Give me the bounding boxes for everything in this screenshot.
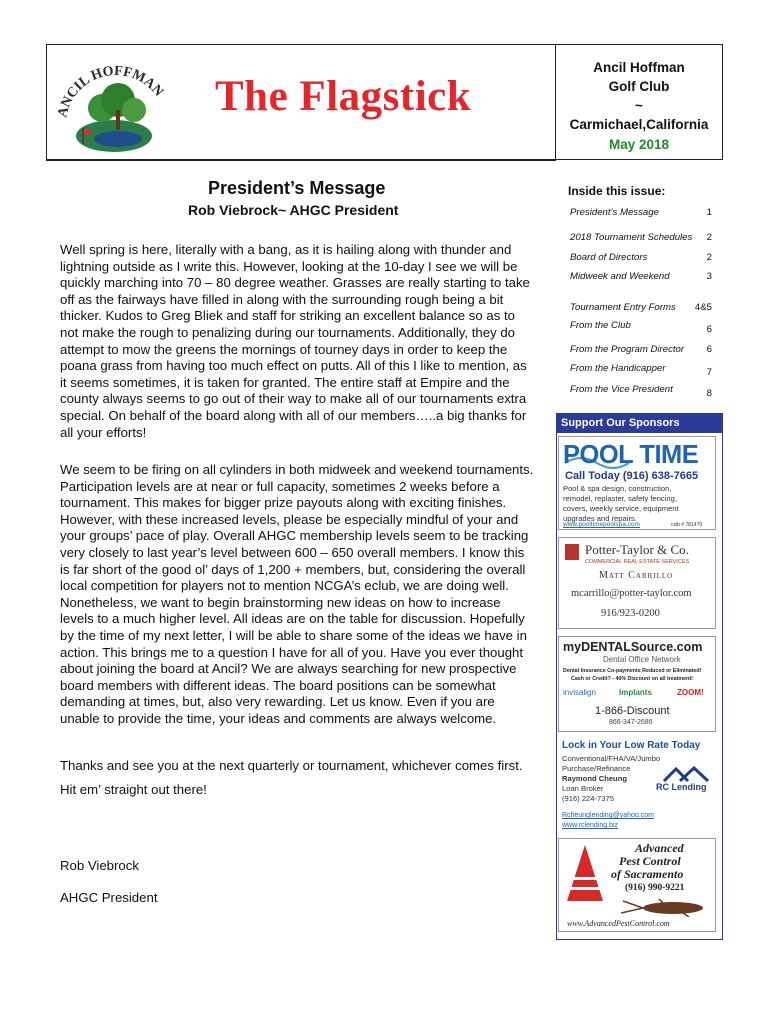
- pest-phone: (916) 990-9221: [625, 883, 685, 893]
- dental-line1: Dental Insurance Co-payments Reduced or Eliminated!: [563, 668, 702, 674]
- pest-name-3: of Sacramento: [611, 867, 684, 881]
- potter-taylor-email[interactable]: mcarrillo@potter-taylor.com: [571, 588, 692, 599]
- dental-brand-invisalign: invisalign: [563, 688, 596, 697]
- toc-label: From the Handicapper: [570, 363, 666, 374]
- pool-time-line2: remodel, replaster, safety fencing,: [563, 494, 677, 503]
- dental-brand-implants: Implants: [619, 688, 652, 697]
- ad-rc-lending[interactable]: [558, 738, 716, 832]
- toc-item[interactable]: [570, 232, 712, 243]
- toc-label: From the Program Director: [570, 344, 685, 355]
- ad-pool-time[interactable]: [558, 436, 716, 530]
- rc-line1: Conventional/FHA/VA/Jumbo: [562, 754, 661, 763]
- ad-advanced-pest-control[interactable]: [558, 838, 716, 932]
- pool-time-line1: Pool & spa design, construction,: [563, 484, 672, 493]
- dental-brand-zoom: ZOOM!: [677, 688, 704, 697]
- toc-item[interactable]: [570, 252, 712, 263]
- rc-brand: RC Lending: [656, 782, 707, 792]
- paragraph-3: Thanks and see you at the next quarterly or tournament, whichever comes first.: [60, 758, 523, 773]
- toc-item[interactable]: [570, 302, 712, 313]
- toc-label: From the Club: [570, 320, 631, 331]
- toc-page: 6: [706, 324, 712, 335]
- article-title: President’s Message: [208, 178, 386, 198]
- toc-label: From the Vice President: [570, 384, 673, 395]
- club-name-2: Golf Club: [608, 79, 670, 94]
- logo-text: ANCIL HOFFMAN: [55, 63, 166, 119]
- paragraph-1: Well spring is here, literally with a bang, as it is hailing along with thunder and lightning outside as I write this. However, looking at the 10-day I see we will be quickly marching into 70 – 80 degree weather. Grasses are really starting to take off as the fairways have filled in along with the surrounding rough being a bit thicker. Kudos to Greg Bliek and staff for striking an excellent balance so as to not make the rough to penalizing during our tournaments. Additionally, they do attempt to mow the greens the mornings of tourney days in order to keep the poana grass from having too much effect on putts. All of this I like to mention, as it seems sometimes, it is taken for granted. The entire staff at Empire and the county always seems to go out of their way to make all of our tournaments extra special. On behalf of the board along with all of our members…..a big thanks for all your efforts!: [60, 242, 530, 440]
- dental-line2: Cash or Credit? - 40% Discount on all treatment!: [571, 676, 693, 682]
- toc-item[interactable]: [570, 207, 712, 218]
- pest-name-1: Advanced: [635, 841, 684, 855]
- rc-email[interactable]: Rcheunglending@yahoo.com: [562, 812, 654, 819]
- toc-label: Tournament Entry Forms: [570, 302, 676, 313]
- toc-label: President’s Message: [570, 207, 659, 218]
- toc-page: 7: [706, 367, 712, 378]
- club-location: Carmichael,California: [569, 117, 709, 132]
- club-info: [556, 58, 722, 154]
- toc-heading: Inside this issue:: [568, 184, 666, 198]
- toc-page: 3: [706, 271, 712, 282]
- dental-name: myDENTALSource.com: [563, 640, 703, 654]
- rc-url[interactable]: www.rclending.biz: [562, 822, 619, 829]
- rc-house-icon: [662, 766, 712, 782]
- dental-phone-2: 866-347-2686: [609, 719, 653, 726]
- toc-page: 2: [706, 232, 712, 243]
- rc-phone: (916) 224-7375: [562, 794, 614, 803]
- pest-name-2: Pest Control: [619, 854, 681, 868]
- potter-taylor-contact: Matt Carrillo: [599, 570, 674, 581]
- pool-time-url[interactable]: www.pooltimepoolspa.com: [563, 521, 640, 528]
- toc-item[interactable]: [570, 320, 712, 335]
- potter-taylor-phone: 916/923-0200: [601, 608, 660, 619]
- signature-name: Rob Viebrock: [60, 858, 139, 873]
- potter-taylor-name: Potter-Taylor & Co.: [585, 542, 689, 557]
- toc-page: 2: [706, 252, 712, 263]
- toc-item[interactable]: [570, 271, 712, 282]
- toc-label: Midweek and Weekend: [570, 271, 670, 282]
- toc-page: 1: [706, 207, 712, 218]
- club-name: Ancil Hoffman: [593, 60, 685, 75]
- potter-taylor-tag: COMMERCIAL REAL ESTATE SERVICES: [585, 559, 690, 565]
- pest-url[interactable]: www.AdvancedPestControl.com: [567, 919, 670, 928]
- pest-logo-icon: [565, 843, 605, 903]
- cockroach-icon: [613, 899, 713, 917]
- pool-time-line4: upgrades and repairs.: [563, 514, 637, 523]
- ad-potter-taylor[interactable]: [558, 537, 716, 629]
- pool-time-license: cslb # 781470: [671, 522, 703, 528]
- rc-headline: Lock in Your Low Rate Today: [562, 740, 701, 751]
- potter-taylor-logo-icon: [565, 544, 579, 560]
- article-byline: Rob Viebrock~ AHGC President: [188, 202, 399, 218]
- toc-item[interactable]: [570, 344, 712, 355]
- ad-dental-source[interactable]: [558, 636, 716, 732]
- sponsors-heading: Support Our Sponsors: [557, 414, 722, 433]
- masthead-rule: [46, 159, 556, 161]
- issue-date: May 2018: [608, 137, 670, 152]
- toc-page: 8: [706, 388, 712, 399]
- paragraph-2: We seem to be firing on all cylinders in both midweek and weekend tournaments. Participation levels are at near or full capacity, sometimes 2 weeks before a tournament. This makes for bigger prize payouts along with exciting finishes. However, with these increased levels, please be especially mindful of your and your groups’ pace of play. Overall AHGC membership levels seem to be tracking very closely to last year’s level between 600 – 650 overall members. I know this is far short of the good ol’ days of 1,200 + members, but, considering the overall local competition for players not to mention NCGA’s eclub, we are doing well. Nonetheless, we want to begin brainstorming new ideas on how to increase levels to a much higher level. All ideas are on the table for discussion. Hopefully by the time of my next letter, I will be able to share some of the ideas we have in action. This brings me to a question I have for all of you. Have you ever thought about joining the board at Ancil? We are always searching for new prospective board members with different ideas. The board positions can be somewhat demanding at times, but, also very rewarding. Let us know. Even if you are unable to provide the time, your ideas and comments are always welcome.: [60, 462, 534, 726]
- toc-page: 4&5: [694, 302, 712, 313]
- toc-page: 6: [706, 344, 712, 355]
- dental-tag: Dental Office Network: [603, 655, 681, 664]
- rc-person: Raymond Cheung: [562, 774, 627, 783]
- dental-phone: 1-866-Discount: [595, 705, 670, 717]
- toc-label: 2018 Tournament Schedules: [570, 232, 693, 243]
- pool-time-line3: covers, weekly service, equipment: [563, 504, 679, 513]
- toc-item[interactable]: [570, 384, 712, 399]
- rc-role: Loan Broker: [562, 784, 604, 793]
- toc-label: Board of Directors: [570, 252, 648, 263]
- toc-item[interactable]: [570, 363, 712, 378]
- pool-time-name: POOL TIME: [563, 439, 699, 469]
- signature-title: AHGC President: [60, 890, 158, 905]
- pool-time-phone: Call Today (916) 638-7665: [565, 470, 699, 482]
- paragraph-4: Hit em’ straight out there!: [60, 782, 207, 797]
- rc-line2: Purchase/Refinance: [562, 764, 631, 773]
- newsletter-title: The Flagstick: [215, 73, 472, 120]
- club-logo: [52, 48, 177, 158]
- club-separator: ~: [635, 98, 643, 113]
